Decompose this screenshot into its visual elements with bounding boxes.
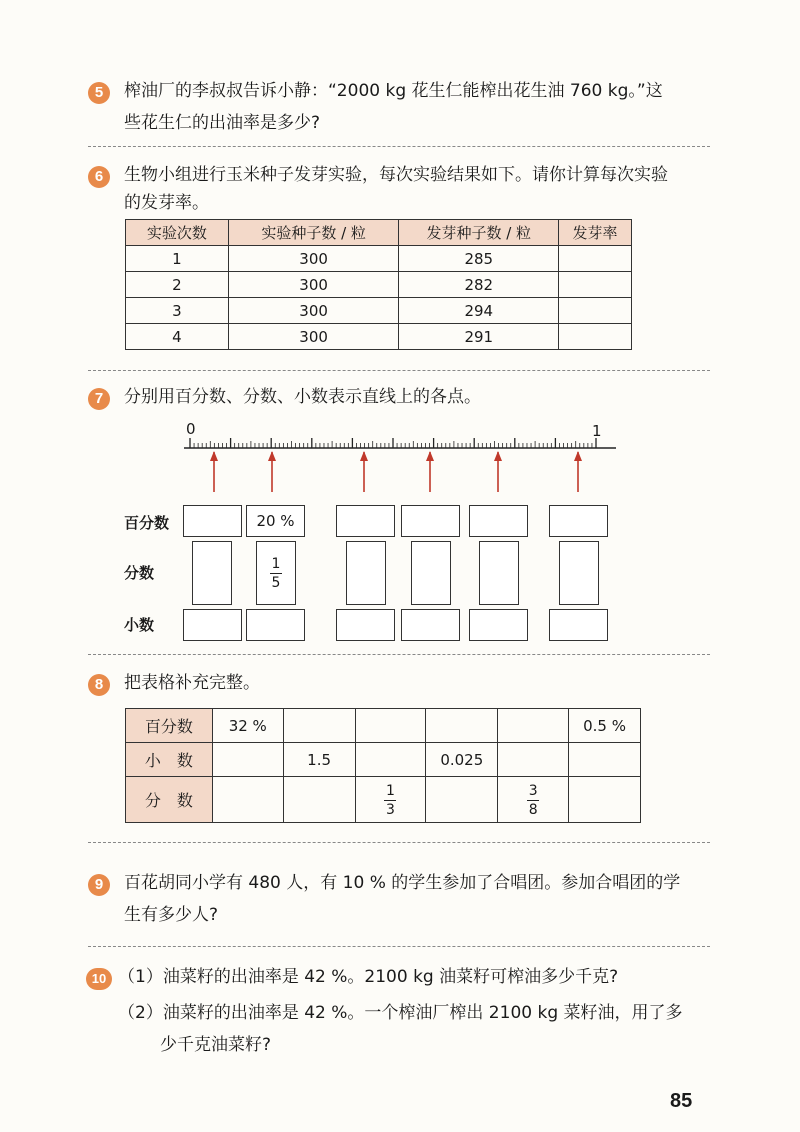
percent-box-example: 20 % [246,505,305,537]
fraction-box[interactable] [411,541,451,605]
table-cell: 4 [126,324,229,350]
fraction-box[interactable] [192,541,232,605]
arrow-head [268,451,276,461]
arrow-head [360,451,368,461]
answer-cell[interactable] [559,298,632,324]
table-cell: 3 [126,298,229,324]
question-7-badge: 7 [88,388,110,410]
table-cell: 1 [126,246,229,272]
question-6-line2: 的发芽率。 [124,193,209,213]
decimal-box[interactable] [246,609,305,641]
answer-cell[interactable] [559,246,632,272]
divider [88,370,710,371]
fraction-box[interactable] [559,541,599,605]
question-6-badge: 6 [88,166,110,188]
question-5-line2: 些花生仁的出油率是多少? [124,113,321,133]
decimal-box[interactable] [336,609,395,641]
decimal-box[interactable] [183,609,242,641]
answer-cell[interactable] [283,709,355,743]
table-row [126,272,632,298]
number-line-one-label: 1 [592,422,602,440]
question-7-text: 分别用百分数、分数、小数表示直线上的各点。 [124,387,481,407]
question-10-part2-line1: （2）油菜籽的出油率是 42 %。一个榨油厂榨出 2100 kg 菜籽油，用了多 [118,1003,683,1023]
answer-cell[interactable] [559,272,632,298]
decimal-box[interactable] [469,609,528,641]
answer-cell[interactable] [569,777,641,823]
table-cell: 300 [228,272,399,298]
row-label-fraction: 分 数 [126,777,213,823]
answer-cell[interactable] [426,709,498,743]
table-cell: 32 % [212,709,283,743]
table-header: 实验次数 [126,220,229,246]
fraction-box[interactable] [479,541,519,605]
label-decimal: 小数 [124,616,155,634]
question-10-part1: （1）油菜籽的出油率是 42 %。2100 kg 油菜籽可榨油多少千克? [118,967,619,987]
page-number: 85 [670,1090,693,1112]
row-label-percent: 百分数 [126,709,213,743]
example-numerator: 1 [271,555,281,572]
row-label-decimal: 小 数 [126,743,213,777]
numerator: 1 [385,783,395,799]
table-cell: 282 [399,272,559,298]
question-9-badge: 9 [88,874,110,896]
percent-box[interactable] [469,505,528,537]
numerator: 3 [528,783,538,799]
divider [88,654,710,655]
table-row [126,246,632,272]
question-9-line2: 生有多少人? [124,905,219,925]
table-cell: 1.5 [283,743,355,777]
table-header: 发芽种子数 / 粒 [399,220,559,246]
question-6-line1: 生物小组进行玉米种子发芽实验，每次实验结果如下。请你计算每次实验 [124,165,668,185]
table-header: 实验种子数 / 粒 [228,220,399,246]
label-percent: 百分数 [124,514,170,532]
answer-cell[interactable] [355,709,426,743]
answer-cell[interactable] [498,709,569,743]
decimal-box[interactable] [401,609,460,641]
arrow-head [574,451,582,461]
percent-box[interactable] [401,505,460,537]
answer-cell[interactable] [212,777,283,823]
question-10-part2-line2: 少千克油菜籽? [160,1035,272,1055]
question-8-text: 把表格补充完整。 [124,673,260,693]
number-line [180,436,620,496]
arrow-head [494,451,502,461]
denominator: 8 [528,802,538,818]
question-5-line1: 榨油厂的李叔叔告诉小静：“2000 kg 花生仁能榨出花生油 760 kg。”这 [124,81,663,101]
percent-box[interactable] [549,505,608,537]
table-row [126,298,632,324]
label-fraction: 分数 [124,564,155,582]
denominator: 3 [385,802,395,818]
example-denominator: 5 [271,574,281,591]
percent-box[interactable] [183,505,242,537]
answer-cell[interactable] [498,743,569,777]
table-cell: 300 [228,246,399,272]
table-cell [498,777,569,823]
conversion-table [125,708,641,823]
answer-cell[interactable] [283,777,355,823]
table-cell: 2 [126,272,229,298]
table-header: 发芽率 [559,220,632,246]
question-10-badge: 10 [86,968,112,990]
fraction-box-example [256,541,296,605]
question-9-line1: 百花胡同小学有 480 人，有 10 % 的学生参加了合唱团。参加合唱团的学 [124,873,681,893]
arrow-head [210,451,218,461]
table-cell: 0.025 [426,743,498,777]
table-cell: 0.5 % [569,709,641,743]
table-cell: 300 [228,324,399,350]
answer-cell[interactable] [426,777,498,823]
decimal-box[interactable] [549,609,608,641]
answer-cell[interactable] [355,743,426,777]
question-8-badge: 8 [88,674,110,696]
germination-table [125,219,632,350]
fraction-box[interactable] [346,541,386,605]
answer-cell[interactable] [212,743,283,777]
number-line-zero-label: 0 [186,420,196,438]
divider [88,842,710,843]
divider [88,946,710,947]
arrow-head [426,451,434,461]
table-cell: 291 [399,324,559,350]
percent-box[interactable] [336,505,395,537]
table-cell: 300 [228,298,399,324]
question-5-badge: 5 [88,82,110,104]
table-cell: 294 [399,298,559,324]
divider [88,146,710,147]
answer-cell[interactable] [569,743,641,777]
table-cell: 285 [399,246,559,272]
table-cell [355,777,426,823]
table-row [126,324,632,350]
answer-cell[interactable] [559,324,632,350]
